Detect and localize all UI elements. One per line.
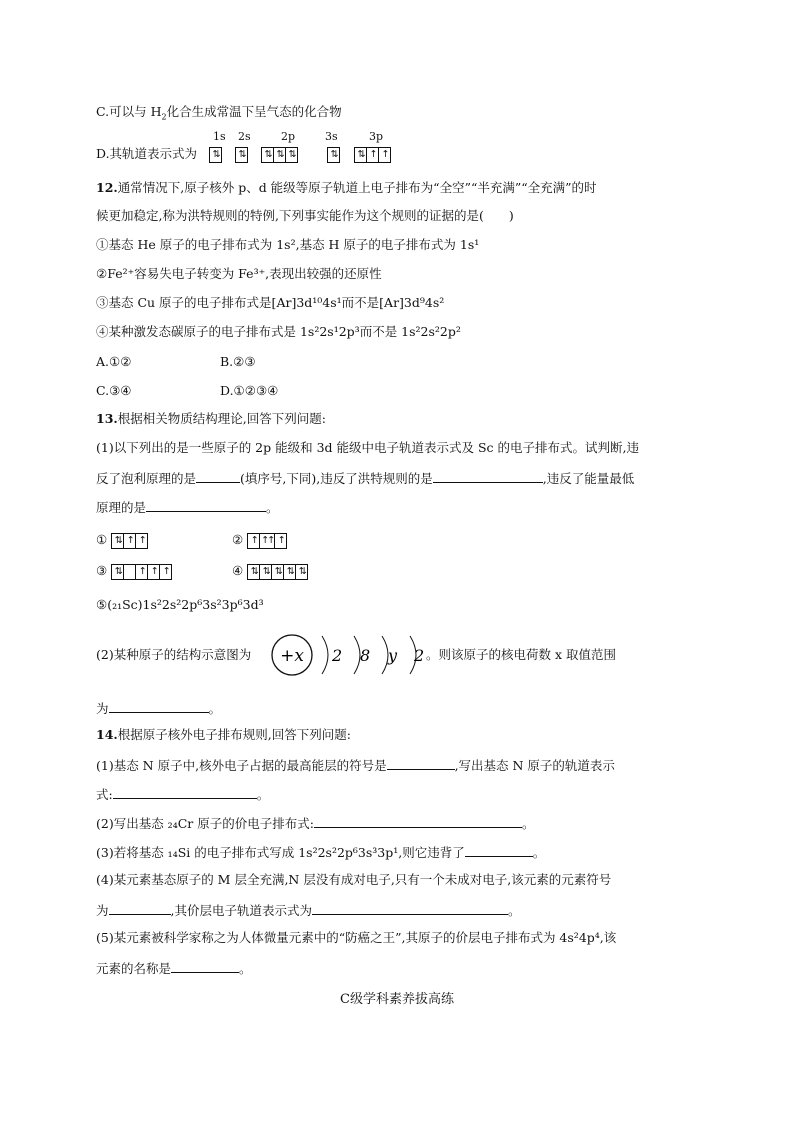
text: 元素的名称是 — [96, 961, 172, 976]
text: (1)基态 N 原子中,核外电子占据的最高能层的符号是 — [96, 758, 387, 773]
atom-structure-diagram — [270, 630, 430, 680]
sublevel-label: 2s — [238, 130, 251, 143]
q13-part2-line1 — [96, 647, 616, 663]
item-label: ③ — [96, 563, 108, 578]
orbital-box: ⇅ — [355, 148, 367, 162]
orbital-box: ↑ — [138, 534, 145, 546]
q13-item-1 — [96, 532, 284, 549]
orbital-box: ↑ — [277, 534, 284, 546]
sublevel-label: 2p — [281, 130, 296, 143]
orbital-box: ↑↑ — [260, 534, 275, 548]
option-b: B.②③ — [220, 354, 256, 369]
q12-statement-4: ④某种激发态碳原子的电子排布式是 1s²2s¹2p³而不是 1s²2s²2p² — [96, 324, 461, 339]
orbital-box: ⇅ — [298, 565, 305, 577]
shell-electrons: 2 — [414, 646, 425, 665]
q12-stem — [96, 180, 597, 196]
option-a: A.①② — [96, 354, 132, 369]
orbital-box: ⇅ — [284, 565, 296, 579]
answer-blank[interactable] — [312, 901, 508, 915]
answer-blank[interactable] — [171, 959, 239, 973]
q12-options-cd — [96, 383, 279, 399]
text: 。 — [521, 816, 535, 831]
text: 。 — [208, 701, 222, 716]
text: 。 — [239, 961, 252, 976]
question-text: 根据原子核外电子排布规则,回答下列问题: — [117, 727, 351, 742]
text: ,违反了能量最低 — [542, 471, 635, 486]
shell-electrons: 2 — [332, 646, 343, 665]
answer-blank[interactable] — [314, 814, 522, 828]
orbital-box: ⇅ — [260, 565, 272, 579]
item-label: ② — [232, 532, 244, 547]
text: ,写出基态 N 原子的轨道表示 — [454, 758, 615, 773]
orbital-box — [124, 565, 136, 579]
orbital-diagram — [111, 533, 148, 549]
orbital-box: ⇅ — [212, 149, 219, 160]
text: 为 — [96, 701, 109, 716]
q13-item-3 — [96, 563, 305, 580]
section-footer: C级学科素养拔高练 — [340, 992, 454, 1007]
sublevel-label: 3p — [369, 130, 384, 143]
text: 。 — [266, 500, 279, 515]
q14-stem — [96, 727, 351, 743]
sublevel-label: 3s — [325, 130, 338, 143]
q14-part5-line2 — [96, 959, 252, 977]
answer-blank[interactable] — [109, 901, 171, 915]
text: (3)若将基态 ₁₄Si 的电子排布式写成 1s²2s²2p⁶3s³3p¹,则它违背了 — [96, 845, 465, 860]
orbital-box: ⇅ — [330, 149, 337, 160]
q13-part1-line3 — [96, 498, 279, 516]
text: 反了泡利原理的是 — [96, 471, 197, 486]
item-label: ④ — [232, 563, 244, 578]
question-number: 13. — [96, 411, 118, 426]
q11-option-c — [96, 104, 342, 120]
orbital-diagram — [111, 564, 172, 580]
orbital-2s — [235, 147, 248, 163]
text: ,其价层电子轨道表示式为 — [170, 903, 312, 918]
q13-part1-line2 — [96, 469, 634, 487]
orbital-1s — [209, 147, 222, 163]
text: 式: — [96, 787, 113, 802]
orbital-box: ⇅ — [238, 149, 245, 160]
q14-part1-line1 — [96, 756, 615, 774]
q14-part1-line2 — [96, 785, 269, 803]
answer-blank[interactable] — [433, 469, 543, 483]
orbital-3p — [354, 147, 391, 163]
orbital-box: ↑ — [136, 565, 148, 579]
orbital-box: ↑ — [248, 534, 260, 548]
orbital-box: ⇅ — [248, 565, 260, 579]
text: (2)写出基态 ₂₄Cr 原子的价电子排布式: — [96, 816, 314, 831]
text: 。 — [256, 787, 270, 802]
orbital-diagram — [247, 564, 308, 580]
shell-electrons: y — [388, 646, 398, 665]
q11-option-c-subscript: 2 — [161, 112, 167, 122]
item-label: ① — [96, 532, 108, 547]
q14-part5-line1: (5)某元素被科学家称之为人体微量元素中的“防癌之王”,其原子的价层电子排布式为 4s²4p⁴,该 — [96, 930, 617, 945]
q14-part4-line2 — [96, 901, 521, 919]
q12-statement-2: ②Fe²⁺容易失电子转变为 Fe³⁺,表现出较强的还原性 — [96, 266, 382, 281]
q13-item-5: ⑤(₂₁Sc)1s²2s²2p⁶3s²3p⁶3d³ — [96, 597, 264, 612]
q13-item-4 — [232, 563, 308, 580]
q13-stem — [96, 411, 326, 427]
text: (填序号,下同),违反了洪特规则的是 — [240, 471, 433, 486]
answer-blank[interactable] — [465, 843, 533, 857]
text: 。 — [532, 845, 546, 860]
q11-option-d — [96, 146, 388, 162]
question-number: 14. — [96, 727, 118, 742]
answer-blank[interactable] — [196, 469, 240, 483]
answer-blank[interactable] — [387, 756, 455, 770]
orbital-box: ⇅ — [112, 534, 124, 548]
question-text: 根据相关物质结构理论,回答下列问题: — [117, 411, 326, 426]
answer-blank[interactable] — [146, 498, 266, 512]
text: 。则该原子的核电荷数 x 取值范围 — [426, 647, 616, 662]
text: 为 — [96, 903, 109, 918]
orbital-box: ↑ — [148, 565, 160, 579]
orbital-box: ↑ — [162, 565, 169, 577]
orbital-box: ↑ — [124, 534, 136, 548]
option-d: D.①②③④ — [220, 383, 279, 398]
orbital-box: ⇅ — [272, 565, 284, 579]
q13-part1-line1: (1)以下列出的是一些原子的 2p 能级和 3d 能级中电子轨道表示式及 Sc 的电子排布式。试判断,违 — [96, 440, 639, 455]
q11-option-c-text: C.可以与 H — [96, 104, 162, 119]
orbital-box: ⇅ — [112, 565, 124, 579]
text: 。 — [508, 903, 521, 918]
orbital-box: ⇅ — [288, 149, 295, 160]
orbital-3s — [327, 147, 340, 163]
text: (2)某种原子的结构示意图为 — [96, 647, 252, 662]
q12-stem-2: 候更加稳定,称为洪特规则的特例,下列事实能作为这个规则的证据的是( ) — [96, 208, 514, 223]
sublevel-label: 1s — [213, 130, 226, 143]
answer-blank[interactable] — [109, 699, 209, 713]
q12-statement-3: ③基态 Cu 原子的电子排布式是[Ar]3d¹⁰4s¹而不是[Ar]3d⁹4s² — [96, 295, 445, 310]
orbital-2p — [261, 147, 298, 163]
text: 原理的是 — [96, 500, 147, 515]
q12-statement-1: ①基态 He 原子的电子排布式为 1s²,基态 H 原子的电子排布式为 1s¹ — [96, 237, 480, 252]
q12-options-ab — [96, 354, 256, 370]
q13-part2-line2 — [96, 699, 221, 717]
nucleus-charge: +x — [280, 646, 304, 666]
question-text: 通常情况下,原子核外 p、d 能级等原子轨道上电子排布为“全空”“半充满”“全充满”的时 — [117, 180, 597, 195]
electron-shell-arc — [322, 636, 328, 674]
shell-electrons: 8 — [360, 646, 371, 665]
orbital-box: ↑ — [367, 148, 379, 162]
q14-part2 — [96, 814, 534, 832]
option-c: C.③④ — [96, 383, 132, 398]
q13-item-2 — [232, 532, 287, 549]
q14-part3 — [96, 843, 545, 861]
orbital-diagram — [247, 533, 287, 549]
q14-part4-line1: (4)某元素基态原子的 M 层全充满,N 层没有成对电子,只有一个未成对电子,该元素的元素符号 — [96, 872, 612, 887]
orbital-box: ↑ — [381, 149, 388, 160]
q11-option-c-text-end: 化合生成常温下呈气态的化合物 — [166, 104, 342, 119]
orbital-box: ⇅ — [274, 148, 286, 162]
q11-option-d-label: D.其轨道表示式为 — [96, 146, 198, 161]
answer-blank[interactable] — [113, 785, 257, 799]
question-number: 12. — [96, 180, 118, 195]
orbital-box: ⇅ — [262, 148, 274, 162]
